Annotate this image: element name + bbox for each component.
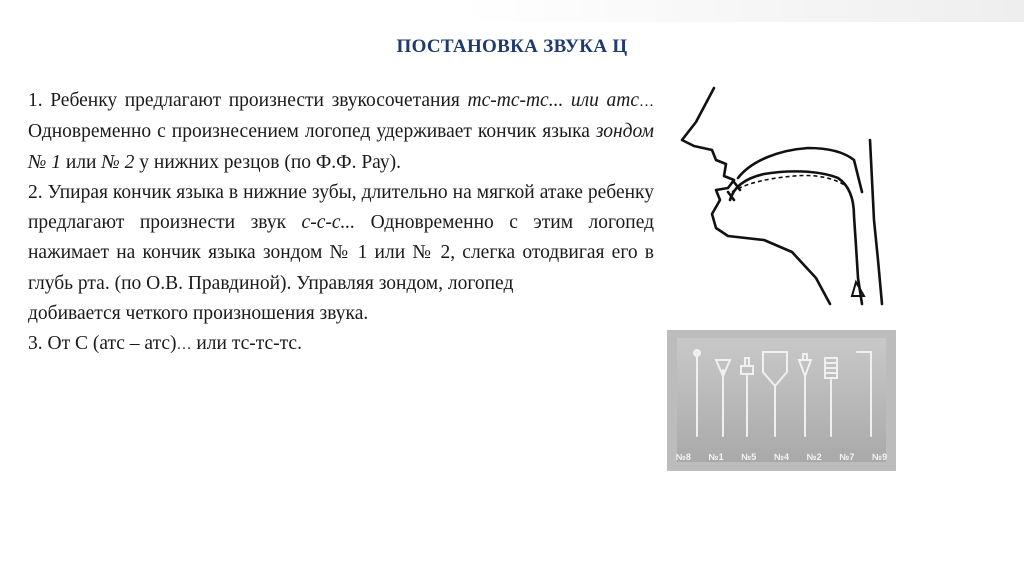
top-decor-strip [0, 0, 1024, 22]
probe-label-5: №5 [741, 452, 757, 462]
p4-text-a: 3. От С (атс – атс) [28, 333, 177, 355]
head-profile-illustration [668, 82, 890, 318]
probe-labels [667, 449, 896, 465]
p2-text-a: 2. Упирая кончик языка в нижние зубы, длительно на мягкой атаке ребенку предлагают произнести звук [28, 181, 654, 234]
p1-italic-sounds: тс-тс-тс... или атс [467, 90, 639, 111]
p1-text-f: или [61, 151, 102, 173]
p1-text-h: у нижних резцов (по Ф.Ф. Рау). [134, 151, 401, 173]
paragraph-3 [28, 299, 654, 329]
p1-text-a: 1. Ребенку предлагают произнести звукосочетания [28, 90, 468, 111]
paragraph-4 [28, 329, 654, 360]
probe-label-4: №4 [773, 452, 789, 462]
paragraph-1 [28, 86, 654, 178]
p2-italic-sound: с-с-с... [301, 212, 356, 234]
slide-title: ПОСТАНОВКА ЗВУКА Ц [396, 36, 628, 57]
probe-label-8: №8 [675, 452, 691, 462]
slide-body [28, 86, 654, 361]
speech-probes-photo [667, 330, 896, 471]
paragraph-2 [28, 178, 654, 299]
p4-text-c: или тс-тс-тс. [191, 333, 302, 355]
probe-label-7: №7 [839, 452, 855, 462]
probe-label-2: №2 [806, 452, 822, 462]
p3-text: добивается четкого произношения звука. [28, 303, 369, 325]
p1-italic-probe2: № 2 [101, 151, 135, 173]
p2-text-c: Одновременно с этим логопед нажимает на кончик языка зондом № 1 или № 2, слегка отодвигая его в глубь рта. (по О.В. Правдиной). Управляя зондом, логопед [28, 212, 655, 294]
p1-italic-probe1: зондом № 1 [28, 121, 654, 173]
p1-text-d: Одновременно с произнесением логопед удерживает кончик языка [28, 121, 596, 143]
p1-ellipsis: … [639, 94, 654, 110]
probe-label-1: №1 [708, 452, 724, 462]
probe-label-9: №9 [872, 452, 888, 462]
p4-ellipsis: … [176, 337, 192, 354]
